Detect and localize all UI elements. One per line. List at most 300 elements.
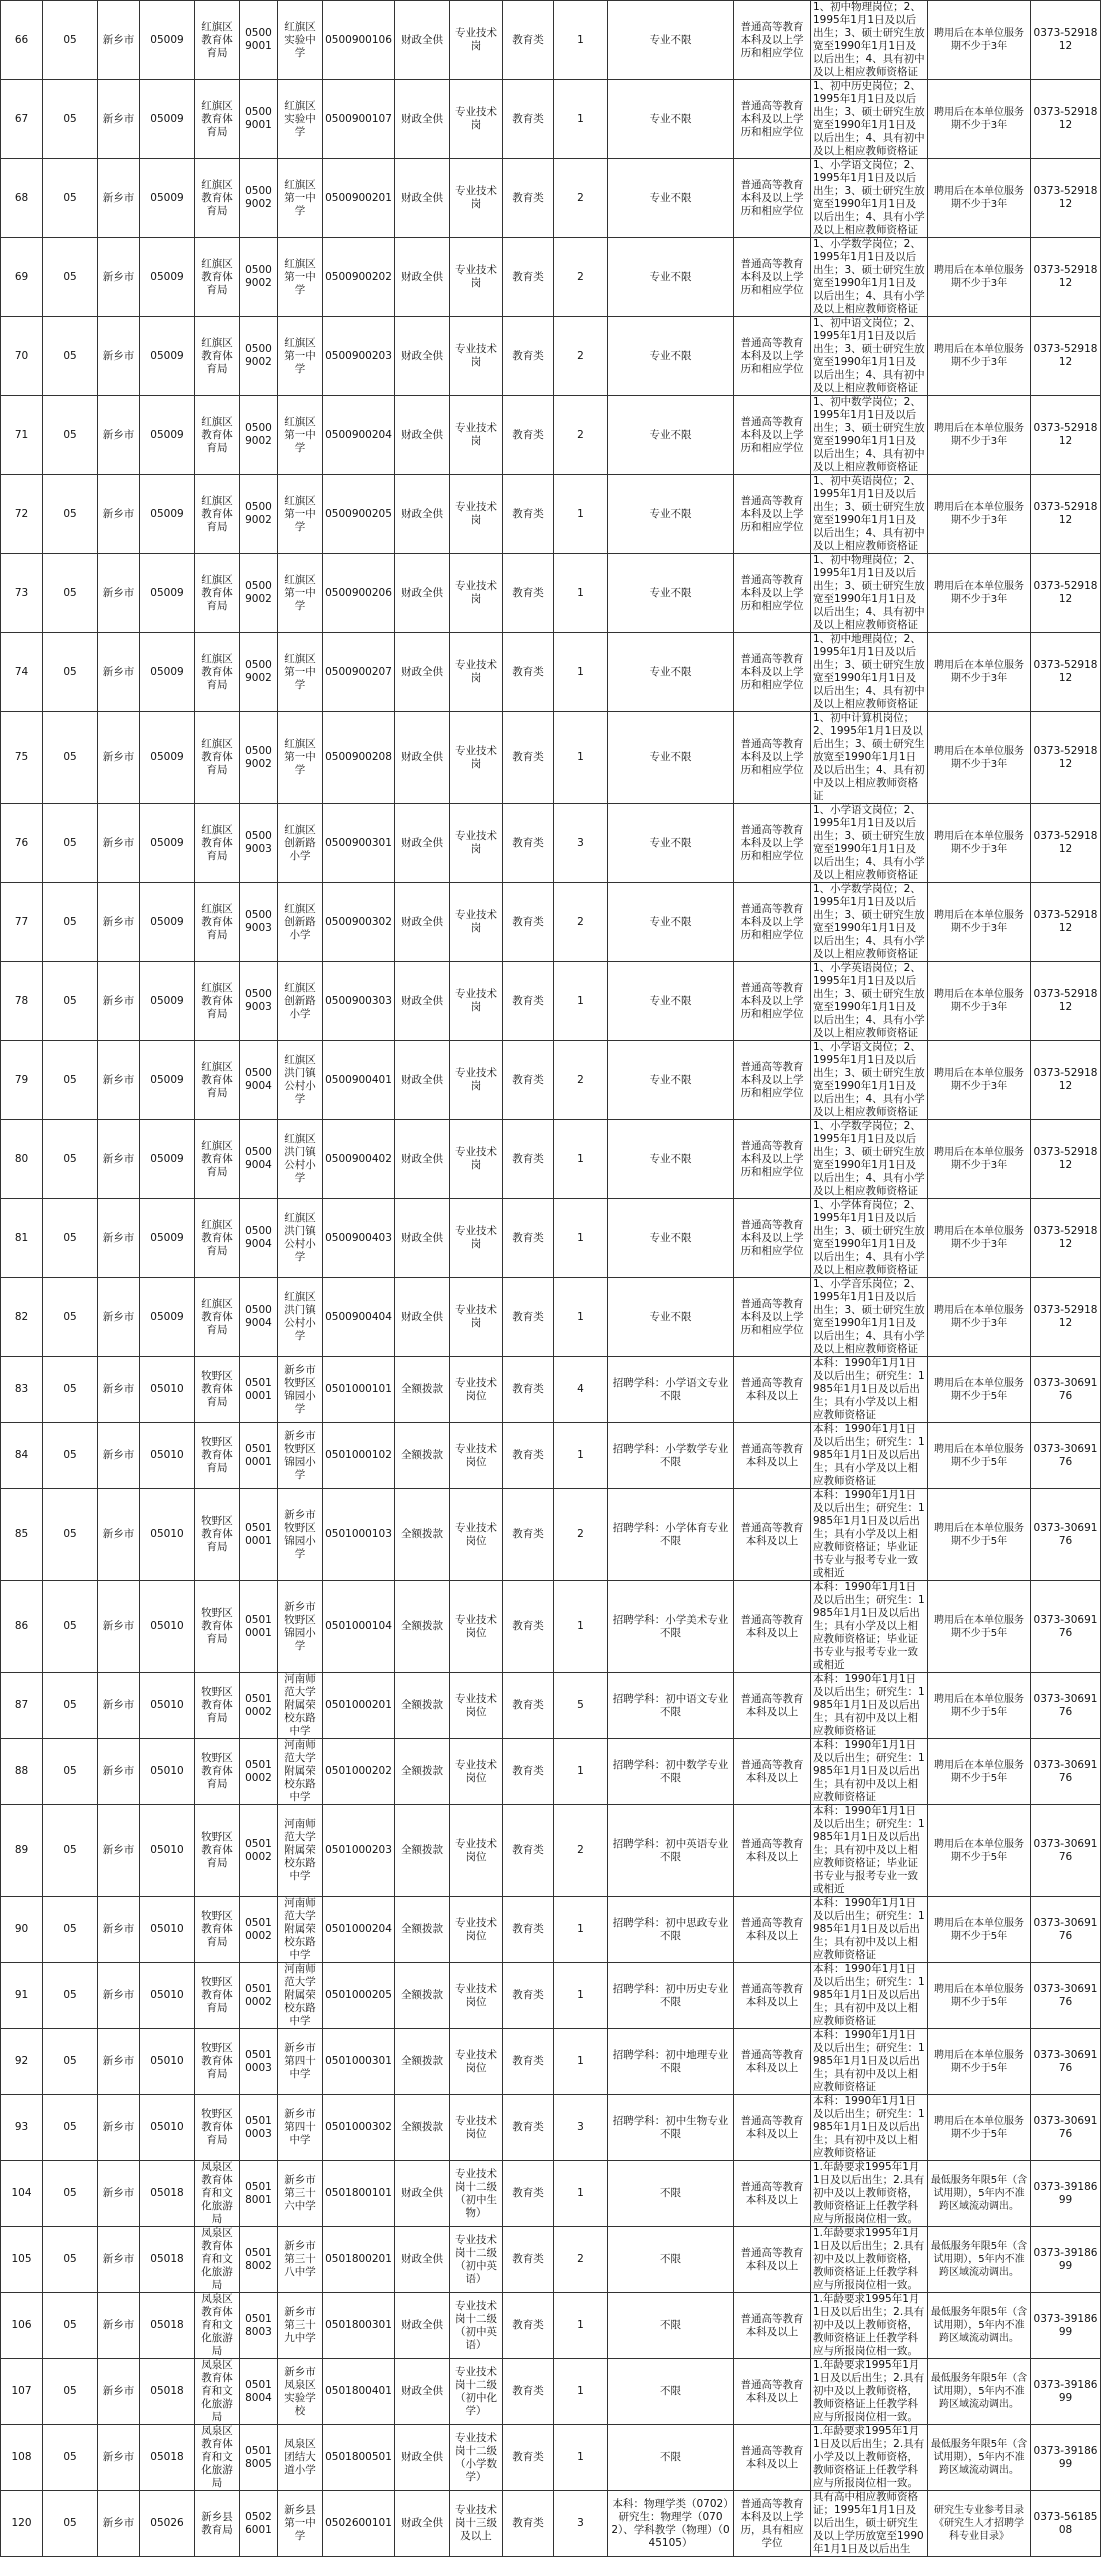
requirement-cell: 1、小学音乐岗位；2、1995年1月1日及以后出生；3、硕士研究生放宽至1990年1月1日及以后出生；4、具有小学及以上相应教师资格证: [811, 1278, 928, 1357]
city-cell: 新乡市: [98, 883, 140, 962]
unit-code-cell: 05009: [140, 554, 195, 633]
education-cell: 普通高等教育本科及以上: [734, 1897, 811, 1963]
city-code-cell: 05: [43, 1963, 98, 2029]
count-cell: 2: [554, 1805, 608, 1897]
city-cell: 新乡市: [98, 475, 140, 554]
phone-cell: 0373-5291812: [1031, 804, 1101, 883]
post-type-cell: 专业技术岗: [450, 159, 503, 238]
unit-code-cell: 05009: [140, 1120, 195, 1199]
requirement-cell: 1、小学语文岗位；2、1995年1月1日及以后出生；3、硕士研究生放宽至1990年1月1日及以后出生；4、具有小学及以上相应教师资格证: [811, 804, 928, 883]
table-row: [1, 2227, 1101, 2293]
city-code-cell: 05: [43, 1278, 98, 1357]
school-code-cell: 05009003: [240, 962, 278, 1041]
unit-cell: 凤泉区教育体育和文化旅游局: [195, 2293, 240, 2359]
post-type-cell: 专业技术岗位: [450, 1805, 503, 1897]
school-code-cell: 05009002: [240, 554, 278, 633]
school-cell: 河南师范大学附属荣校东路中学: [278, 1897, 323, 1963]
phone-cell: 0373-3918699: [1031, 2227, 1101, 2293]
seq-cell: 83: [1, 1357, 43, 1423]
school-cell: 红旗区创新路小学: [278, 883, 323, 962]
post-code-cell: 0500900403: [323, 1199, 395, 1278]
unit-cell: 牧野区教育体育局: [195, 1423, 240, 1489]
unit-cell: 牧野区教育体育局: [195, 2095, 240, 2161]
school-code-cell: 05009001: [240, 80, 278, 159]
unit-cell: 红旗区教育体育局: [195, 317, 240, 396]
category-cell: 教育类: [503, 159, 554, 238]
seq-cell: 81: [1, 1199, 43, 1278]
post-type-cell: 专业技术岗: [450, 1120, 503, 1199]
count-cell: 1: [554, 633, 608, 712]
service-cell: 聘用后在本单位服务期不少于3年: [928, 962, 1031, 1041]
city-cell: 新乡市: [98, 2425, 140, 2491]
unit-code-cell: 05009: [140, 633, 195, 712]
education-cell: 普通高等教育本科及以上: [734, 1805, 811, 1897]
city-code-cell: 05: [43, 2425, 98, 2491]
count-cell: 5: [554, 1673, 608, 1739]
seq-cell: 68: [1, 159, 43, 238]
school-cell: 红旗区第一中学: [278, 159, 323, 238]
phone-cell: 0373-5291812: [1031, 554, 1101, 633]
school-cell: 红旗区创新路小学: [278, 962, 323, 1041]
city-cell: 新乡市: [98, 317, 140, 396]
school-cell: 新乡市凤泉区实验学校: [278, 2359, 323, 2425]
phone-cell: 0373-3069176: [1031, 1423, 1101, 1489]
phone-cell: 0373-5291812: [1031, 1, 1101, 80]
table-row: [1, 1963, 1101, 2029]
service-cell: 聘用后在本单位服务期不少于5年: [928, 1357, 1031, 1423]
service-cell: 聘用后在本单位服务期不少于3年: [928, 159, 1031, 238]
post-type-cell: 专业技术岗位: [450, 2095, 503, 2161]
city-code-cell: 05: [43, 1041, 98, 1120]
school-cell: 河南师范大学附属荣校东路中学: [278, 1673, 323, 1739]
education-cell: 普通高等教育本科及以上: [734, 1739, 811, 1805]
post-code-cell: 0500900203: [323, 317, 395, 396]
count-cell: 1: [554, 1897, 608, 1963]
school-code-cell: 05010001: [240, 1357, 278, 1423]
post-code-cell: 0500900404: [323, 1278, 395, 1357]
major-cell: 招聘学科：初中英语专业不限: [608, 1805, 734, 1897]
education-cell: 普通高等教育本科及以上: [734, 1963, 811, 2029]
school-cell: 新乡市第三十八中学: [278, 2227, 323, 2293]
count-cell: 2: [554, 1489, 608, 1581]
service-cell: 聘用后在本单位服务期不少于3年: [928, 1, 1031, 80]
table-row: [1, 1199, 1101, 1278]
seq-cell: 104: [1, 2161, 43, 2227]
seq-cell: 89: [1, 1805, 43, 1897]
count-cell: 2: [554, 396, 608, 475]
unit-code-cell: 05010: [140, 1581, 195, 1673]
table-row: [1, 1278, 1101, 1357]
category-cell: 教育类: [503, 1041, 554, 1120]
post-code-cell: 0500900106: [323, 1, 395, 80]
unit-code-cell: 05010: [140, 1357, 195, 1423]
unit-cell: 牧野区教育体育局: [195, 1673, 240, 1739]
category-cell: 教育类: [503, 633, 554, 712]
post-type-cell: 专业技术岗: [450, 1199, 503, 1278]
category-cell: 教育类: [503, 80, 554, 159]
funding-cell: 财政全供: [395, 396, 450, 475]
school-cell: 凤泉区团结大道小学: [278, 2425, 323, 2491]
unit-cell: 牧野区教育体育局: [195, 1581, 240, 1673]
funding-cell: 财政全供: [395, 1199, 450, 1278]
count-cell: 1: [554, 475, 608, 554]
unit-code-cell: 05009: [140, 804, 195, 883]
unit-code-cell: 05010: [140, 2029, 195, 2095]
table-row: [1, 80, 1101, 159]
unit-code-cell: 05010: [140, 1673, 195, 1739]
city-cell: 新乡市: [98, 1581, 140, 1673]
city-cell: 新乡市: [98, 804, 140, 883]
funding-cell: 全额拨款: [395, 1581, 450, 1673]
phone-cell: 0373-3069176: [1031, 2029, 1101, 2095]
requirement-cell: 本科：1990年1月1日及以后出生；研究生：1985年1月1日及以后出生；具有小学及以上相应教师资格证；毕业证书专业与报考专业一致或相近: [811, 1581, 928, 1673]
phone-cell: 0373-5291812: [1031, 80, 1101, 159]
post-code-cell: 0501800301: [323, 2293, 395, 2359]
service-cell: 聘用后在本单位服务期不少于5年: [928, 1805, 1031, 1897]
funding-cell: 全额拨款: [395, 1739, 450, 1805]
city-code-cell: 05: [43, 1357, 98, 1423]
post-type-cell: 专业技术岗十三级及以上: [450, 2491, 503, 2557]
post-type-cell: 专业技术岗十二级（小学数学）: [450, 2425, 503, 2491]
count-cell: 2: [554, 1041, 608, 1120]
category-cell: 教育类: [503, 2161, 554, 2227]
count-cell: 2: [554, 2227, 608, 2293]
unit-cell: 凤泉区教育体育和文化旅游局: [195, 2161, 240, 2227]
category-cell: 教育类: [503, 2359, 554, 2425]
count-cell: 1: [554, 1581, 608, 1673]
city-code-cell: 05: [43, 962, 98, 1041]
unit-cell: 红旗区教育体育局: [195, 238, 240, 317]
unit-cell: 牧野区教育体育局: [195, 2029, 240, 2095]
seq-cell: 85: [1, 1489, 43, 1581]
post-code-cell: 0501000104: [323, 1581, 395, 1673]
city-code-cell: 05: [43, 2491, 98, 2557]
count-cell: 1: [554, 2161, 608, 2227]
requirement-cell: 本科：1990年1月1日及以后出生；研究生：1985年1月1日及以后出生；具有初中及以上相应教师资格证: [811, 1897, 928, 1963]
education-cell: 普通高等教育本科及以上学历和相应学位: [734, 804, 811, 883]
school-code-cell: 05018005: [240, 2425, 278, 2491]
school-cell: 红旗区第一中学: [278, 712, 323, 804]
category-cell: 教育类: [503, 2029, 554, 2095]
count-cell: 2: [554, 159, 608, 238]
unit-code-cell: 05009: [140, 238, 195, 317]
funding-cell: 全额拨款: [395, 1897, 450, 1963]
post-type-cell: 专业技术岗: [450, 80, 503, 159]
funding-cell: 财政全供: [395, 1278, 450, 1357]
funding-cell: 财政全供: [395, 80, 450, 159]
count-cell: 1: [554, 2029, 608, 2095]
unit-code-cell: 05009: [140, 80, 195, 159]
requirement-cell: 本科：1990年1月1日及以后出生；研究生：1985年1月1日及以后出生；具有小学及以上相应教师资格证: [811, 1357, 928, 1423]
post-code-cell: 0500900204: [323, 396, 395, 475]
funding-cell: 全额拨款: [395, 2029, 450, 2095]
seq-cell: 75: [1, 712, 43, 804]
city-cell: 新乡市: [98, 1278, 140, 1357]
table-row: [1, 712, 1101, 804]
post-code-cell: 0501000301: [323, 2029, 395, 2095]
phone-cell: 0373-3069176: [1031, 1489, 1101, 1581]
major-cell: 不限: [608, 2359, 734, 2425]
unit-code-cell: 05009: [140, 396, 195, 475]
school-code-cell: 05018001: [240, 2161, 278, 2227]
funding-cell: 财政全供: [395, 2359, 450, 2425]
phone-cell: 0373-5291812: [1031, 1278, 1101, 1357]
city-cell: 新乡市: [98, 2227, 140, 2293]
school-code-cell: 05009004: [240, 1120, 278, 1199]
table-row: [1, 554, 1101, 633]
count-cell: 3: [554, 2491, 608, 2557]
city-code-cell: 05: [43, 1739, 98, 1805]
phone-cell: 0373-5291812: [1031, 159, 1101, 238]
count-cell: 2: [554, 238, 608, 317]
unit-code-cell: 05009: [140, 962, 195, 1041]
education-cell: 普通高等教育本科及以上学历和相应学位: [734, 1278, 811, 1357]
unit-code-cell: 05010: [140, 1489, 195, 1581]
unit-cell: 红旗区教育体育局: [195, 1041, 240, 1120]
post-code-cell: 0500900402: [323, 1120, 395, 1199]
unit-cell: 凤泉区教育体育和文化旅游局: [195, 2227, 240, 2293]
post-type-cell: 专业技术岗位: [450, 1739, 503, 1805]
category-cell: 教育类: [503, 1, 554, 80]
post-code-cell: 0501000203: [323, 1805, 395, 1897]
school-code-cell: 05009002: [240, 475, 278, 554]
major-cell: 招聘学科：初中生物专业不限: [608, 2095, 734, 2161]
major-cell: 招聘学科：小学体育专业不限: [608, 1489, 734, 1581]
education-cell: 普通高等教育本科及以上: [734, 2029, 811, 2095]
major-cell: 专业不限: [608, 238, 734, 317]
unit-cell: 红旗区教育体育局: [195, 396, 240, 475]
seq-cell: 88: [1, 1739, 43, 1805]
service-cell: 最低服务年限5年（含试用期），5年内不准跨区域流动调出。: [928, 2227, 1031, 2293]
table-row: [1, 1, 1101, 80]
post-type-cell: 专业技术岗: [450, 317, 503, 396]
major-cell: 招聘学科：小学数学专业不限: [608, 1423, 734, 1489]
school-cell: 新乡县第一中学: [278, 2491, 323, 2557]
table-row: [1, 2359, 1101, 2425]
table-row: [1, 804, 1101, 883]
category-cell: 教育类: [503, 1199, 554, 1278]
post-code-cell: 0501800201: [323, 2227, 395, 2293]
city-code-cell: 05: [43, 2029, 98, 2095]
category-cell: 教育类: [503, 2227, 554, 2293]
school-code-cell: 05010001: [240, 1581, 278, 1673]
table-row: [1, 1489, 1101, 1581]
city-code-cell: 05: [43, 554, 98, 633]
funding-cell: 全额拨款: [395, 1357, 450, 1423]
city-code-cell: 05: [43, 1, 98, 80]
school-code-cell: 05010003: [240, 2029, 278, 2095]
major-cell: 招聘学科：初中语文专业不限: [608, 1673, 734, 1739]
funding-cell: 财政全供: [395, 2161, 450, 2227]
unit-code-cell: 05009: [140, 1041, 195, 1120]
category-cell: 教育类: [503, 804, 554, 883]
table-row: [1, 1897, 1101, 1963]
post-code-cell: 0501000205: [323, 1963, 395, 2029]
city-cell: 新乡市: [98, 1423, 140, 1489]
school-code-cell: 05010002: [240, 1805, 278, 1897]
post-code-cell: 0500900303: [323, 962, 395, 1041]
unit-cell: 红旗区教育体育局: [195, 883, 240, 962]
school-cell: 新乡市第四十中学: [278, 2029, 323, 2095]
school-code-cell: 05009003: [240, 804, 278, 883]
phone-cell: 0373-5291812: [1031, 238, 1101, 317]
major-cell: 不限: [608, 2227, 734, 2293]
phone-cell: 0373-5291812: [1031, 883, 1101, 962]
seq-cell: 93: [1, 2095, 43, 2161]
unit-code-cell: 05010: [140, 1963, 195, 2029]
post-type-cell: 专业技术岗位: [450, 2029, 503, 2095]
count-cell: 3: [554, 2095, 608, 2161]
funding-cell: 财政全供: [395, 962, 450, 1041]
funding-cell: 财政全供: [395, 1, 450, 80]
service-cell: 聘用后在本单位服务期不少于3年: [928, 396, 1031, 475]
school-cell: 新乡市牧野区锦园小学: [278, 1357, 323, 1423]
post-code-cell: 0501000102: [323, 1423, 395, 1489]
service-cell: 聘用后在本单位服务期不少于3年: [928, 883, 1031, 962]
post-type-cell: 专业技术岗位: [450, 1423, 503, 1489]
post-code-cell: 0501000103: [323, 1489, 395, 1581]
unit-code-cell: 05018: [140, 2161, 195, 2227]
school-cell: 新乡市第三十九中学: [278, 2293, 323, 2359]
unit-code-cell: 05009: [140, 317, 195, 396]
city-cell: 新乡市: [98, 2095, 140, 2161]
requirement-cell: 1、初中数学岗位；2、1995年1月1日及以后出生；3、硕士研究生放宽至1990年1月1日及以后出生；4、具有初中及以上相应教师资格证: [811, 396, 928, 475]
education-cell: 普通高等教育本科及以上学历和相应学位: [734, 396, 811, 475]
count-cell: 1: [554, 554, 608, 633]
phone-cell: 0373-3069176: [1031, 2095, 1101, 2161]
unit-cell: 红旗区教育体育局: [195, 804, 240, 883]
school-cell: 河南师范大学附属荣校东路中学: [278, 1739, 323, 1805]
post-type-cell: 专业技术岗位: [450, 1581, 503, 1673]
unit-code-cell: 05010: [140, 1805, 195, 1897]
count-cell: 4: [554, 1357, 608, 1423]
city-code-cell: 05: [43, 1897, 98, 1963]
phone-cell: 0373-5291812: [1031, 712, 1101, 804]
city-code-cell: 05: [43, 1581, 98, 1673]
school-cell: 新乡市牧野区锦园小学: [278, 1489, 323, 1581]
unit-cell: 红旗区教育体育局: [195, 1199, 240, 1278]
requirement-cell: 1、初中英语岗位；2、1995年1月1日及以后出生；3、硕士研究生放宽至1990年1月1日及以后出生；4、具有初中及以上相应教师资格证: [811, 475, 928, 554]
service-cell: 最低服务年限5年（含试用期），5年内不准跨区域流动调出。: [928, 2293, 1031, 2359]
post-code-cell: 0500900202: [323, 238, 395, 317]
city-cell: 新乡市: [98, 2029, 140, 2095]
school-code-cell: 05018002: [240, 2227, 278, 2293]
city-code-cell: 05: [43, 1120, 98, 1199]
education-cell: 普通高等教育本科及以上学历和相应学位: [734, 633, 811, 712]
count-cell: 1: [554, 2293, 608, 2359]
funding-cell: 全额拨款: [395, 1963, 450, 2029]
unit-cell: 凤泉区教育体育和文化旅游局: [195, 2425, 240, 2491]
post-type-cell: 专业技术岗十二级（初中英语）: [450, 2293, 503, 2359]
unit-cell: 红旗区教育体育局: [195, 554, 240, 633]
post-code-cell: 0501000302: [323, 2095, 395, 2161]
unit-cell: 红旗区教育体育局: [195, 159, 240, 238]
category-cell: 教育类: [503, 2491, 554, 2557]
city-cell: 新乡市: [98, 633, 140, 712]
table-row: [1, 2491, 1101, 2557]
unit-cell: 红旗区教育体育局: [195, 633, 240, 712]
unit-cell: 牧野区教育体育局: [195, 1897, 240, 1963]
table-row: [1, 633, 1101, 712]
category-cell: 教育类: [503, 1489, 554, 1581]
school-code-cell: 05010002: [240, 1673, 278, 1739]
service-cell: 聘用后在本单位服务期不少于3年: [928, 80, 1031, 159]
school-code-cell: 05009002: [240, 317, 278, 396]
school-cell: 红旗区创新路小学: [278, 804, 323, 883]
service-cell: 聘用后在本单位服务期不少于5年: [928, 1489, 1031, 1581]
city-cell: 新乡市: [98, 1041, 140, 1120]
city-code-cell: 05: [43, 396, 98, 475]
post-code-cell: 0500900206: [323, 554, 395, 633]
phone-cell: 0373-3069176: [1031, 1357, 1101, 1423]
education-cell: 普通高等教育本科及以上: [734, 1581, 811, 1673]
category-cell: 教育类: [503, 554, 554, 633]
city-cell: 新乡市: [98, 1199, 140, 1278]
education-cell: 普通高等教育本科及以上: [734, 1423, 811, 1489]
service-cell: 最低服务年限5年（含试用期），5年内不准跨区域流动调出。: [928, 2425, 1031, 2491]
table-row: [1, 2293, 1101, 2359]
major-cell: 不限: [608, 2425, 734, 2491]
unit-cell: 红旗区教育体育局: [195, 712, 240, 804]
city-cell: 新乡市: [98, 1489, 140, 1581]
education-cell: 普通高等教育本科及以上学历，具有相应学位: [734, 2491, 811, 2557]
major-cell: 专业不限: [608, 804, 734, 883]
requirement-cell: 本科：1990年1月1日及以后出生；研究生：1985年1月1日及以后出生；具有小学及以上相应教师资格证: [811, 1423, 928, 1489]
requirement-cell: 1、小学英语岗位；2、1995年1月1日及以后出生；3、硕士研究生放宽至1990年1月1日及以后出生；4、具有小学及以上相应教师资格证: [811, 962, 928, 1041]
requirement-cell: 本科：1990年1月1日及以后出生；研究生：1985年1月1日及以后出生；具有小学及以上相应教师资格证；毕业证书专业与报考专业一致或相近: [811, 1489, 928, 1581]
post-code-cell: 0501000101: [323, 1357, 395, 1423]
school-cell: 红旗区实验中学: [278, 1, 323, 80]
table-row: [1, 883, 1101, 962]
service-cell: 最低服务年限5年（含试用期），5年内不准跨区域流动调出。: [928, 2359, 1031, 2425]
school-code-cell: 05009004: [240, 1041, 278, 1120]
city-cell: 新乡市: [98, 1673, 140, 1739]
post-code-cell: 0500900201: [323, 159, 395, 238]
category-cell: 教育类: [503, 1357, 554, 1423]
phone-cell: 0373-5291812: [1031, 962, 1101, 1041]
post-type-cell: 专业技术岗: [450, 804, 503, 883]
major-cell: 专业不限: [608, 633, 734, 712]
school-cell: 新乡市牧野区锦园小学: [278, 1581, 323, 1673]
seq-cell: 80: [1, 1120, 43, 1199]
category-cell: 教育类: [503, 475, 554, 554]
post-type-cell: 专业技术岗: [450, 962, 503, 1041]
post-type-cell: 专业技术岗: [450, 554, 503, 633]
school-cell: 红旗区洪门镇公村小学: [278, 1199, 323, 1278]
phone-cell: 0373-5291812: [1031, 1041, 1101, 1120]
seq-cell: 79: [1, 1041, 43, 1120]
unit-cell: 红旗区教育体育局: [195, 80, 240, 159]
city-code-cell: 05: [43, 633, 98, 712]
requirement-cell: 1.年龄要求1995年1月1日及以后出生；2.具有小学及以上教师资格，教师资格证上任教学科应与所报岗位相一致。: [811, 2425, 928, 2491]
funding-cell: 财政全供: [395, 2293, 450, 2359]
service-cell: 研究生专业参考目录《研究生人才招聘学科专业目录》: [928, 2491, 1031, 2557]
requirement-cell: 本科：1990年1月1日及以后出生；研究生：1985年1月1日及以后出生；具有初中及以上相应教师资格证；毕业证书专业与报考专业一致或相近: [811, 1805, 928, 1897]
unit-code-cell: 05010: [140, 1897, 195, 1963]
city-cell: 新乡市: [98, 1739, 140, 1805]
requirement-cell: 1.年龄要求1995年1月1日及以后出生；2.具有初中及以上教师资格，教师资格证上任教学科应与所报岗位相一致。: [811, 2161, 928, 2227]
major-cell: 不限: [608, 2293, 734, 2359]
requirement-cell: 1、初中语文岗位；2、1995年1月1日及以后出生；3、硕士研究生放宽至1990年1月1日及以后出生；4、具有初中及以上相应教师资格证: [811, 317, 928, 396]
post-type-cell: 专业技术岗: [450, 712, 503, 804]
post-code-cell: 0501000201: [323, 1673, 395, 1739]
service-cell: 聘用后在本单位服务期不少于5年: [928, 2095, 1031, 2161]
requirement-cell: 1、初中地理岗位；2、1995年1月1日及以后出生；3、硕士研究生放宽至1990年1月1日及以后出生；4、具有初中及以上相应教师资格证: [811, 633, 928, 712]
unit-cell: 牧野区教育体育局: [195, 1739, 240, 1805]
funding-cell: 财政全供: [395, 159, 450, 238]
education-cell: 普通高等教育本科及以上学历和相应学位: [734, 1, 811, 80]
city-code-cell: 05: [43, 238, 98, 317]
